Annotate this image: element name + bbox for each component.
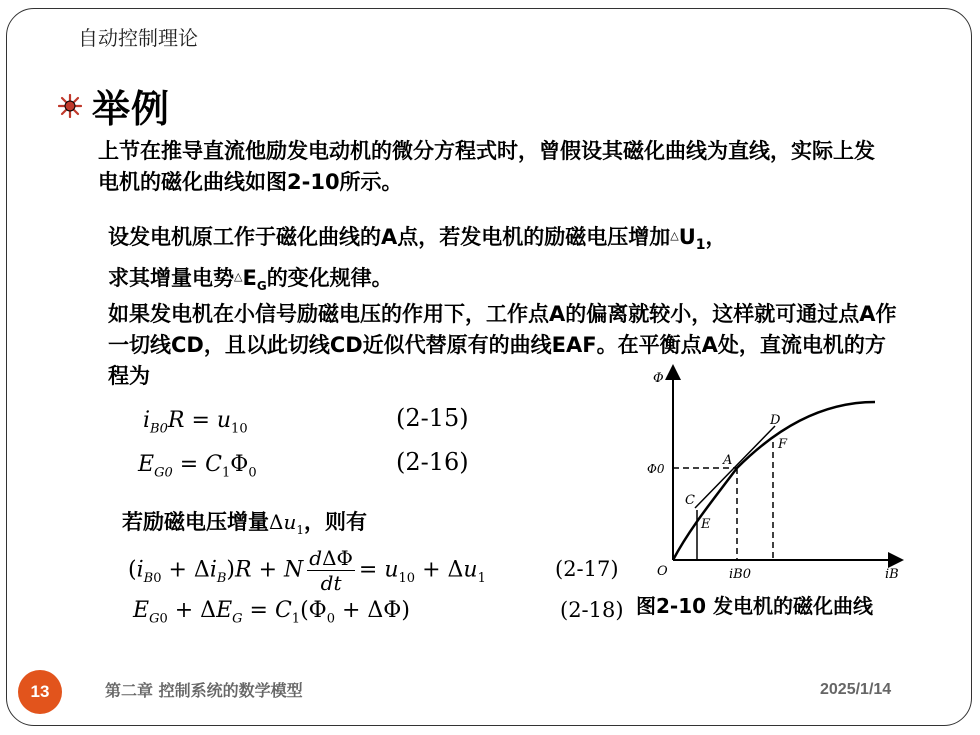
slide-number-badge: 13: [18, 670, 62, 714]
tangent-line-cd: [695, 426, 775, 508]
equation-number-2-18: (2-18): [560, 598, 624, 622]
increment-suffix: ，则有: [303, 510, 367, 534]
phi0-label: Φ0: [647, 462, 665, 476]
delta-u1-symbol: $\Delta u_1$: [269, 510, 304, 537]
course-title: 自动控制理论: [78, 26, 198, 50]
method-paragraph: 如果发电机在小信号励磁电压的作用下，工作点A的偏离就较小，这样就可通过点A作一切线CD，且以此切线CD近似代替原有的曲线EAF。在平衡点A处，直流电机的方程为: [108, 302, 897, 388]
sunburst-icon: [58, 94, 82, 118]
p2-text-u: U: [678, 225, 696, 249]
delta-symbol: △: [670, 229, 679, 242]
point-e-label: E: [701, 517, 711, 532]
equation-2-16: $E_{G0} = C_1\Phi_0$: [138, 452, 257, 481]
y-axis-label: Φ: [653, 371, 664, 386]
figure-caption: 图2-10 发电机的磁化曲线: [636, 594, 874, 618]
equation-2-17: $(i_{B0} + \Delta i_B)R + N$ $\frac{\text{dΔΦ}}{dt}$ = $u_{10} + \Delta u_1$: [128, 546, 486, 595]
p2-text-comma: ，: [705, 225, 727, 249]
point-d-label: D: [770, 413, 781, 428]
section-heading: 举例: [92, 87, 171, 131]
p2-text-d: 求其增量电势: [108, 266, 234, 291]
equation-number-2-16: (2-16): [396, 448, 469, 476]
equation-number-2-17: (2-17): [555, 557, 619, 581]
magnetization-curve-figure: [645, 360, 905, 590]
equation-2-18: $E_{G0} + \Delta E_G = C_1(\Phi_0 + \Delta\Phi)$: [133, 598, 410, 627]
p2-text-a: 设发电机原工作于磁化曲线的A点，若发电机的励磁电压增加: [108, 225, 671, 249]
increment-statement: [122, 506, 367, 537]
increment-intro: 若励磁电压增量: [122, 510, 269, 534]
slide-date: 2025/1/14: [820, 681, 892, 698]
equation-number-2-15: (2-15): [396, 404, 469, 432]
point-f-label: F: [778, 437, 788, 452]
p2-text-f: 的变化规律。: [266, 266, 393, 291]
problem-paragraph: [108, 220, 878, 302]
chapter-title: 第二章 控制系统的数学模型: [105, 681, 303, 700]
intro-paragraph: 上节在推导直流他励发电动机的微分方程式时，曾假设其磁化曲线为直线，实际上发电机的磁化曲线如图2-10所示。: [98, 139, 875, 194]
ib0-label: iB0: [729, 567, 751, 582]
point-a-label: A: [723, 453, 733, 468]
origin-label: O: [657, 564, 668, 579]
point-c-label: C: [685, 493, 695, 508]
p2-sub-1: 1: [695, 237, 706, 254]
x-axis-label: iB: [885, 567, 899, 582]
p2-sub-g: G: [256, 279, 267, 294]
equation-2-15: $i_{B0}R = u_{10}$: [143, 408, 248, 437]
p2-text-e: E: [242, 266, 257, 291]
delta-symbol-2: △: [234, 270, 243, 284]
